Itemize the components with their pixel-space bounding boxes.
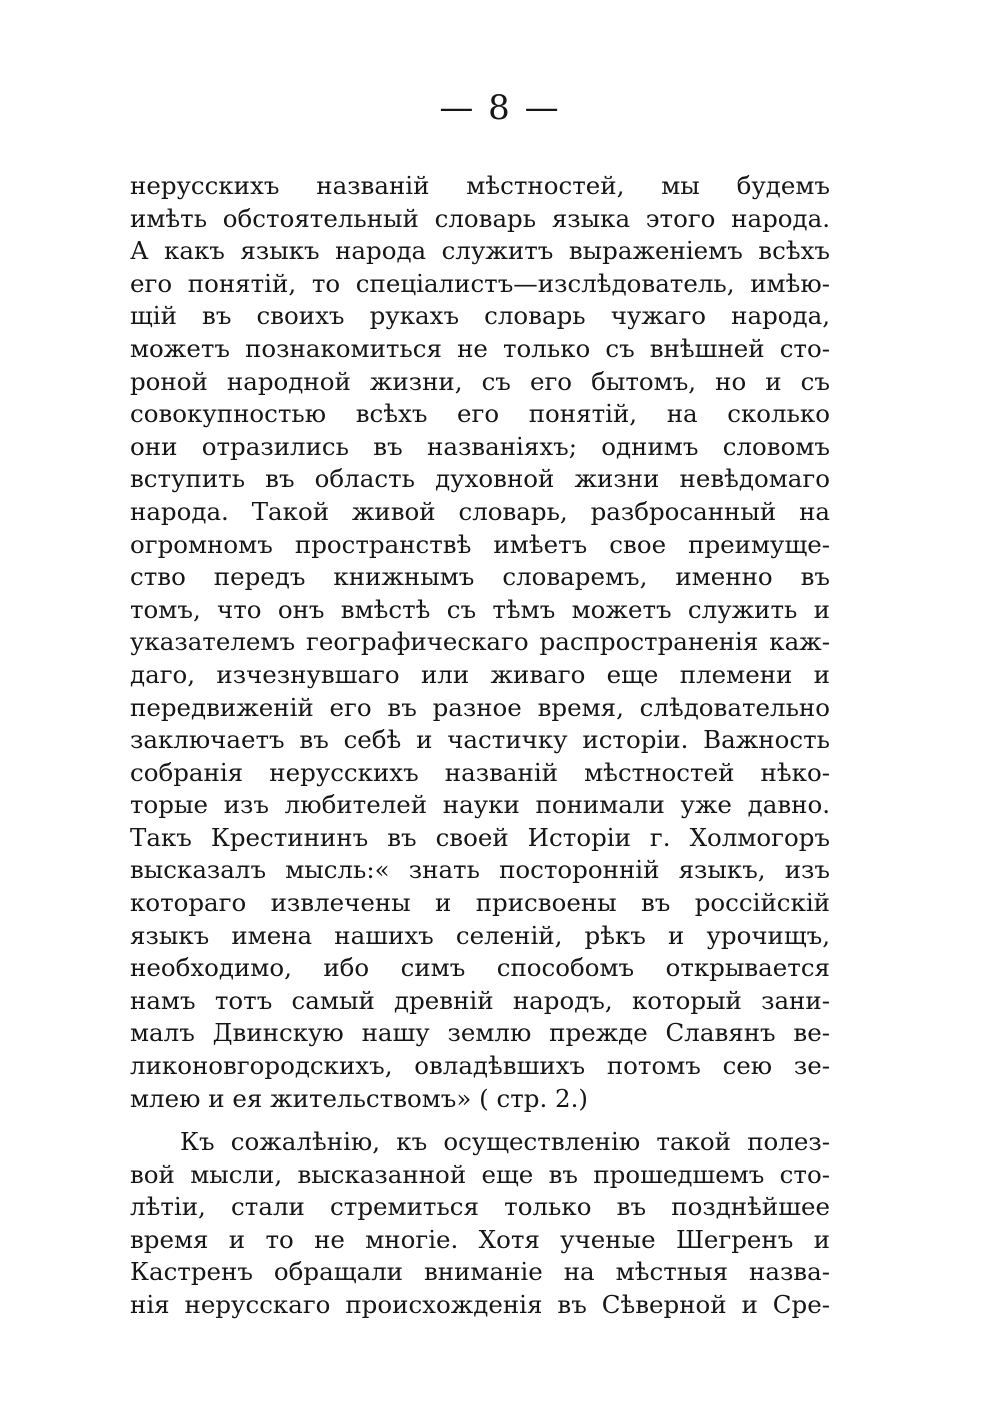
text-line: Къ сожалѣнію, къ осуществленію такой полез- [180, 1127, 830, 1156]
text-line: его понятій, то спеціалистъ—изслѣдователь, имѣю- [130, 268, 830, 298]
text-line: котораго извлечены и присвоены въ россійскій [130, 888, 830, 918]
text-line: вступить въ область духовной жизни невѣдомаго [130, 464, 830, 494]
page-number: — 8 — [439, 88, 561, 128]
text-line: даго, изчезнувшаго или живаго еще племени и [130, 659, 830, 689]
text-line: имѣть обстоятельный словарь языка этого народа. [130, 203, 830, 233]
text-line: А какъ языкъ народа служитъ выраженіемъ всѣхъ [130, 236, 830, 266]
text-line: Кастренъ обращали вниманіе на мѣстныя назва- [130, 1257, 830, 1287]
text-line: высказалъ мысль:« знать посторонній языкъ, изъ [130, 855, 830, 885]
text-line: щій въ своихъ рукахъ словарь чужаго народа, [130, 301, 830, 331]
text-line: заключаетъ въ себѣ и частичку исторіи. Важность [130, 725, 830, 755]
text-line: намъ тотъ самый древній народъ, который зани- [130, 985, 830, 1015]
text-line: собранія нерусскихъ названій мѣстностей нѣко- [130, 757, 830, 787]
text-line: передвиженій его въ разное время, слѣдовательно [130, 692, 830, 722]
text-line: торые изъ любителей науки понимали уже давно. [130, 790, 830, 820]
text-line: ство передъ книжнымъ словаремъ, именно въ [130, 562, 830, 592]
text-line: огромномъ пространствѣ имѣетъ свое преимуще- [130, 529, 830, 559]
text-line: малъ Двинскую нашу землю прежде Славянъ ве- [130, 1018, 830, 1048]
paragraph-1 [130, 170, 830, 1115]
text-line: можетъ познакомиться не только съ внѣшней сто- [130, 333, 830, 363]
text-line: Такъ Крестининъ въ своей Исторіи г. Холмогоръ [130, 822, 830, 852]
text-line: необходимо, ибо симъ способомъ открывается [130, 953, 830, 983]
text-line: время и то не многіе. Хотя ученые Шегренъ и [130, 1224, 830, 1254]
text-line: языкъ имена нашихъ селеній, рѣкъ и урочищъ, [130, 920, 830, 950]
text-line: совокупностью всѣхъ его понятій, на сколько [130, 399, 830, 429]
text-line: вой мысли, высказанной еще въ прошедшемъ сто- [130, 1159, 830, 1189]
text-line: указателемъ географическаго распространенія каж- [130, 627, 830, 657]
text-line: народа. Такой живой словарь, разбросанный на [130, 496, 830, 526]
text-line: лѣтіи, стали стремиться только въ позднѣйшее [130, 1192, 830, 1222]
text-line: млею и ея жительствомъ» ( стр. 2.) [130, 1083, 588, 1113]
text-line: роной народной жизни, съ его бытомъ, но и съ [130, 366, 830, 396]
text-line: нія нерусскаго происхожденія въ Сѣверной и Сре- [130, 1289, 830, 1319]
text-line: ликоновгородскихъ, овладѣвшихъ потомъ сею зе- [130, 1051, 830, 1081]
text-line: они отразились въ названіяхъ; однимъ словомъ [130, 431, 830, 461]
paragraph-2 [130, 1126, 830, 1322]
text-line: томъ, что онъ вмѣстѣ съ тѣмъ можетъ служить и [130, 594, 830, 624]
text-line: нерусскихъ названій мѣстностей, мы будемъ [130, 171, 830, 200]
